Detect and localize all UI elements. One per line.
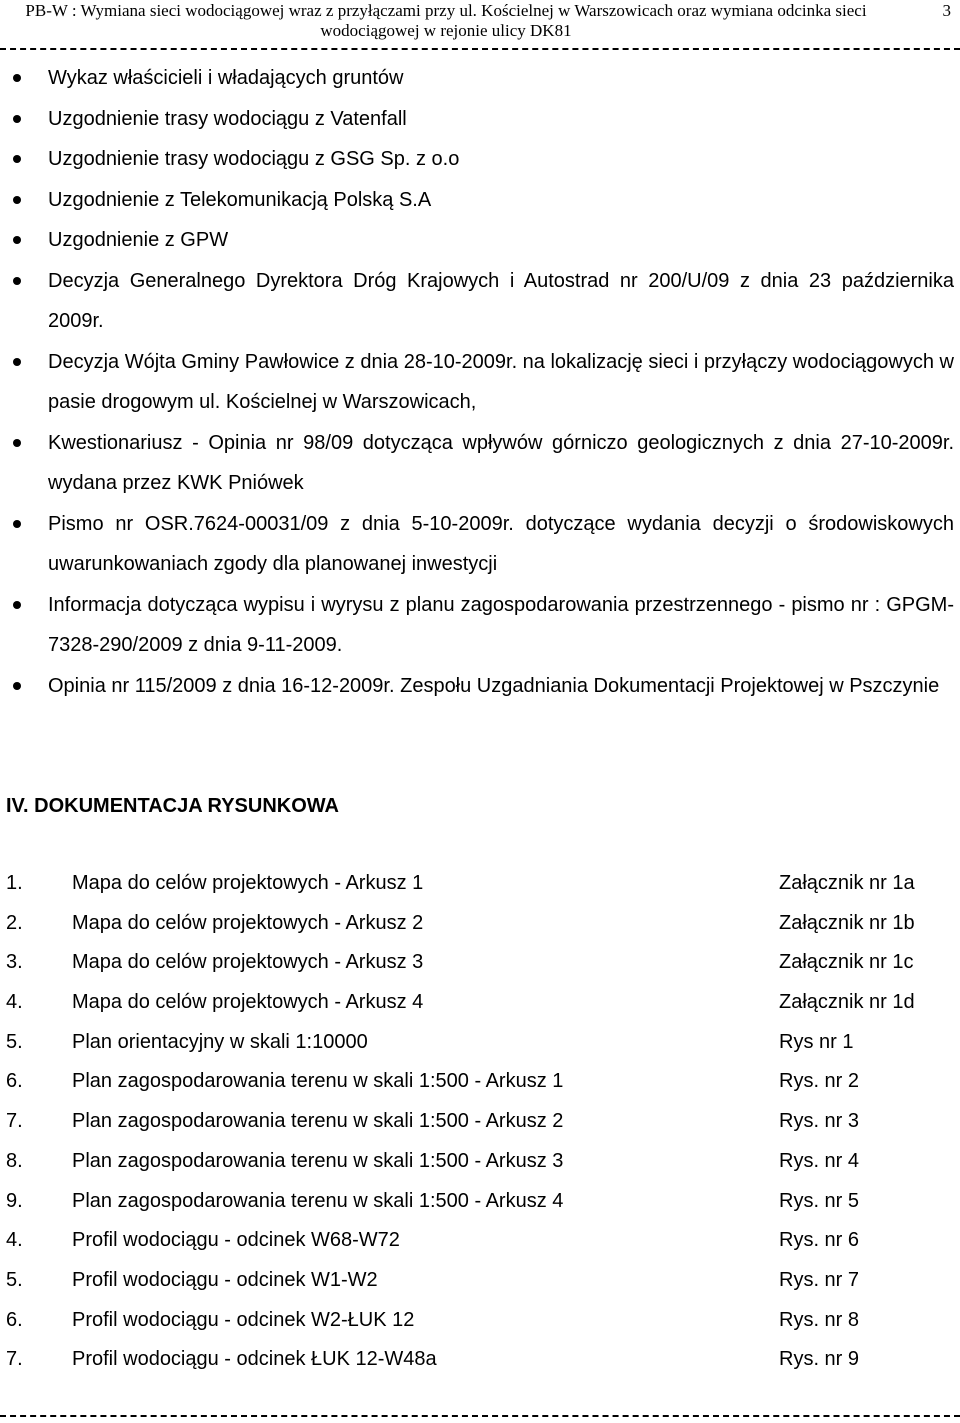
drawing-title: Profil wodociągu - odcinek W1-W2 <box>72 1268 378 1291</box>
drawing-number: 4. <box>6 1229 23 1252</box>
drawing-reference: Załącznik nr 1c <box>779 951 914 974</box>
bullet-icon <box>13 682 21 690</box>
section-heading: IV. DOKUMENTACJA RYSUNKOWA <box>6 795 339 817</box>
drawing-title: Mapa do celów projektowych - Arkusz 3 <box>72 951 424 974</box>
list-item: Decyzja Generalnego Dyrektora Dróg Krajowych i Autostrad nr 200/U/09 z dnia 23 października 2009r. <box>0 261 960 342</box>
page-number: 3 <box>942 1 951 20</box>
list-item: Uzgodnienie z GPW <box>0 220 960 261</box>
page-header <box>0 0 960 48</box>
drawing-number: 4. <box>6 991 23 1014</box>
bullet-icon <box>13 236 21 244</box>
drawing-number: 6. <box>6 1070 23 1093</box>
drawing-row <box>0 1023 960 1063</box>
bullet-icon <box>13 277 21 285</box>
drawing-reference: Rys. nr 3 <box>779 1110 860 1133</box>
drawing-title: Mapa do celów projektowych - Arkusz 1 <box>72 872 424 894</box>
header-title: PB-W : Wymiana sieci wodociągowej wraz z przyłączami przy ul. Kościelnej w Warszowicach oraz wymiana odcinka sieci wodociągowej w rejonie ulicy DK81 <box>25 1 867 40</box>
drawing-row <box>0 1301 960 1341</box>
drawing-title: Plan zagospodarowania terenu w skali 1:500 - Arkusz 1 <box>72 1070 564 1093</box>
list-item: Decyzja Wójta Gminy Pawłowice z dnia 28-10-2009r. na lokalizację sieci i przyłączy wodociągowych w pasie drogowym ul. Kościelnej w Warszowicach, <box>0 342 960 423</box>
drawing-reference: Rys nr 1 <box>779 1030 854 1053</box>
drawing-row <box>0 904 960 944</box>
drawing-title: Plan zagospodarowania terenu w skali 1:500 - Arkusz 4 <box>72 1189 564 1212</box>
drawing-number: 2. <box>6 911 23 934</box>
drawing-row <box>0 1182 960 1222</box>
drawing-number: 6. <box>6 1308 23 1331</box>
drawing-row <box>0 1340 960 1380</box>
drawing-title: Mapa do celów projektowych - Arkusz 4 <box>72 991 424 1014</box>
drawing-row <box>0 1062 960 1102</box>
list-item: Uzgodnienie trasy wodociągu z GSG Sp. z o.o <box>0 139 960 180</box>
bullet-icon <box>13 196 21 204</box>
drawing-reference: Rys. nr 9 <box>779 1348 860 1371</box>
drawings-list <box>0 864 960 1380</box>
bullet-icon <box>13 155 21 163</box>
list-item: Kwestionariusz - Opinia nr 98/09 dotycząca wpływów górniczo geologicznych z dnia 27-10-2009r. wydana przez KWK Pniówek <box>0 423 960 504</box>
drawing-title: Plan zagospodarowania terenu w skali 1:500 - Arkusz 3 <box>72 1149 564 1172</box>
bullet-icon <box>13 601 21 609</box>
drawing-reference: Załącznik nr 1a <box>779 872 915 894</box>
drawing-number: 7. <box>6 1348 23 1371</box>
drawing-row <box>0 864 960 904</box>
list-item: Uzgodnienie trasy wodociągu z Vatenfall <box>0 99 960 140</box>
drawing-reference: Rys. nr 7 <box>779 1268 860 1291</box>
drawing-reference: Załącznik nr 1d <box>779 991 915 1014</box>
drawing-title: Plan orientacyjny w skali 1:10000 <box>72 1030 368 1053</box>
drawing-number: 5. <box>6 1030 23 1053</box>
drawing-row <box>0 1142 960 1182</box>
drawing-number: 8. <box>6 1149 23 1172</box>
list-item: Opinia nr 115/2009 z dnia 16-12-2009r. Zespołu Uzgadniania Dokumentacji Projektowej w Pszczynie <box>0 666 960 707</box>
drawing-reference: Załącznik nr 1b <box>779 911 915 934</box>
drawing-row <box>0 983 960 1023</box>
bullet-icon <box>13 520 21 528</box>
drawing-reference: Rys. nr 5 <box>779 1189 860 1212</box>
drawing-number: 5. <box>6 1268 23 1291</box>
drawing-number: 7. <box>6 1110 23 1133</box>
drawing-row <box>0 1261 960 1301</box>
drawing-reference: Rys. nr 4 <box>779 1149 860 1172</box>
list-item: Informacja dotycząca wypisu i wyrysu z planu zagospodarowania przestrzennego - pismo nr : GPGM-7328-290/2009 z dnia 9-11-2009. <box>0 585 960 666</box>
drawing-number: 9. <box>6 1189 23 1212</box>
document-list <box>0 58 960 706</box>
bullet-icon <box>13 358 21 366</box>
list-item: Uzgodnienie z Telekomunikacją Polską S.A <box>0 180 960 221</box>
footer-divider <box>0 1415 960 1417</box>
drawing-title: Mapa do celów projektowych - Arkusz 2 <box>72 911 424 934</box>
list-item: Pismo nr OSR.7624-00031/09 z dnia 5-10-2009r. dotyczące wydania decyzji o środowiskowych uwarunkowaniach zgody dla planowanej inwestycji <box>0 504 960 585</box>
drawing-reference: Rys. nr 2 <box>779 1070 860 1093</box>
drawing-title: Profil wodociągu - odcinek ŁUK 12-W48a <box>72 1348 437 1371</box>
bullet-icon <box>13 439 21 447</box>
drawing-title: Profil wodociągu - odcinek W2-ŁUK 12 <box>72 1308 415 1331</box>
drawing-row <box>0 943 960 983</box>
header-divider <box>0 48 960 50</box>
drawing-row <box>0 1102 960 1142</box>
bullet-icon <box>13 74 21 82</box>
drawing-title: Plan zagospodarowania terenu w skali 1:500 - Arkusz 2 <box>72 1110 564 1133</box>
drawing-reference: Rys. nr 6 <box>779 1229 860 1252</box>
drawing-row <box>0 1221 960 1261</box>
drawing-number: 3. <box>6 951 23 974</box>
list-item: Wykaz właścicieli i władających gruntów <box>0 58 960 99</box>
drawing-number: 1. <box>6 872 23 894</box>
bullet-icon <box>13 115 21 123</box>
drawing-reference: Rys. nr 8 <box>779 1308 860 1331</box>
drawing-title: Profil wodociągu - odcinek W68-W72 <box>72 1229 400 1252</box>
